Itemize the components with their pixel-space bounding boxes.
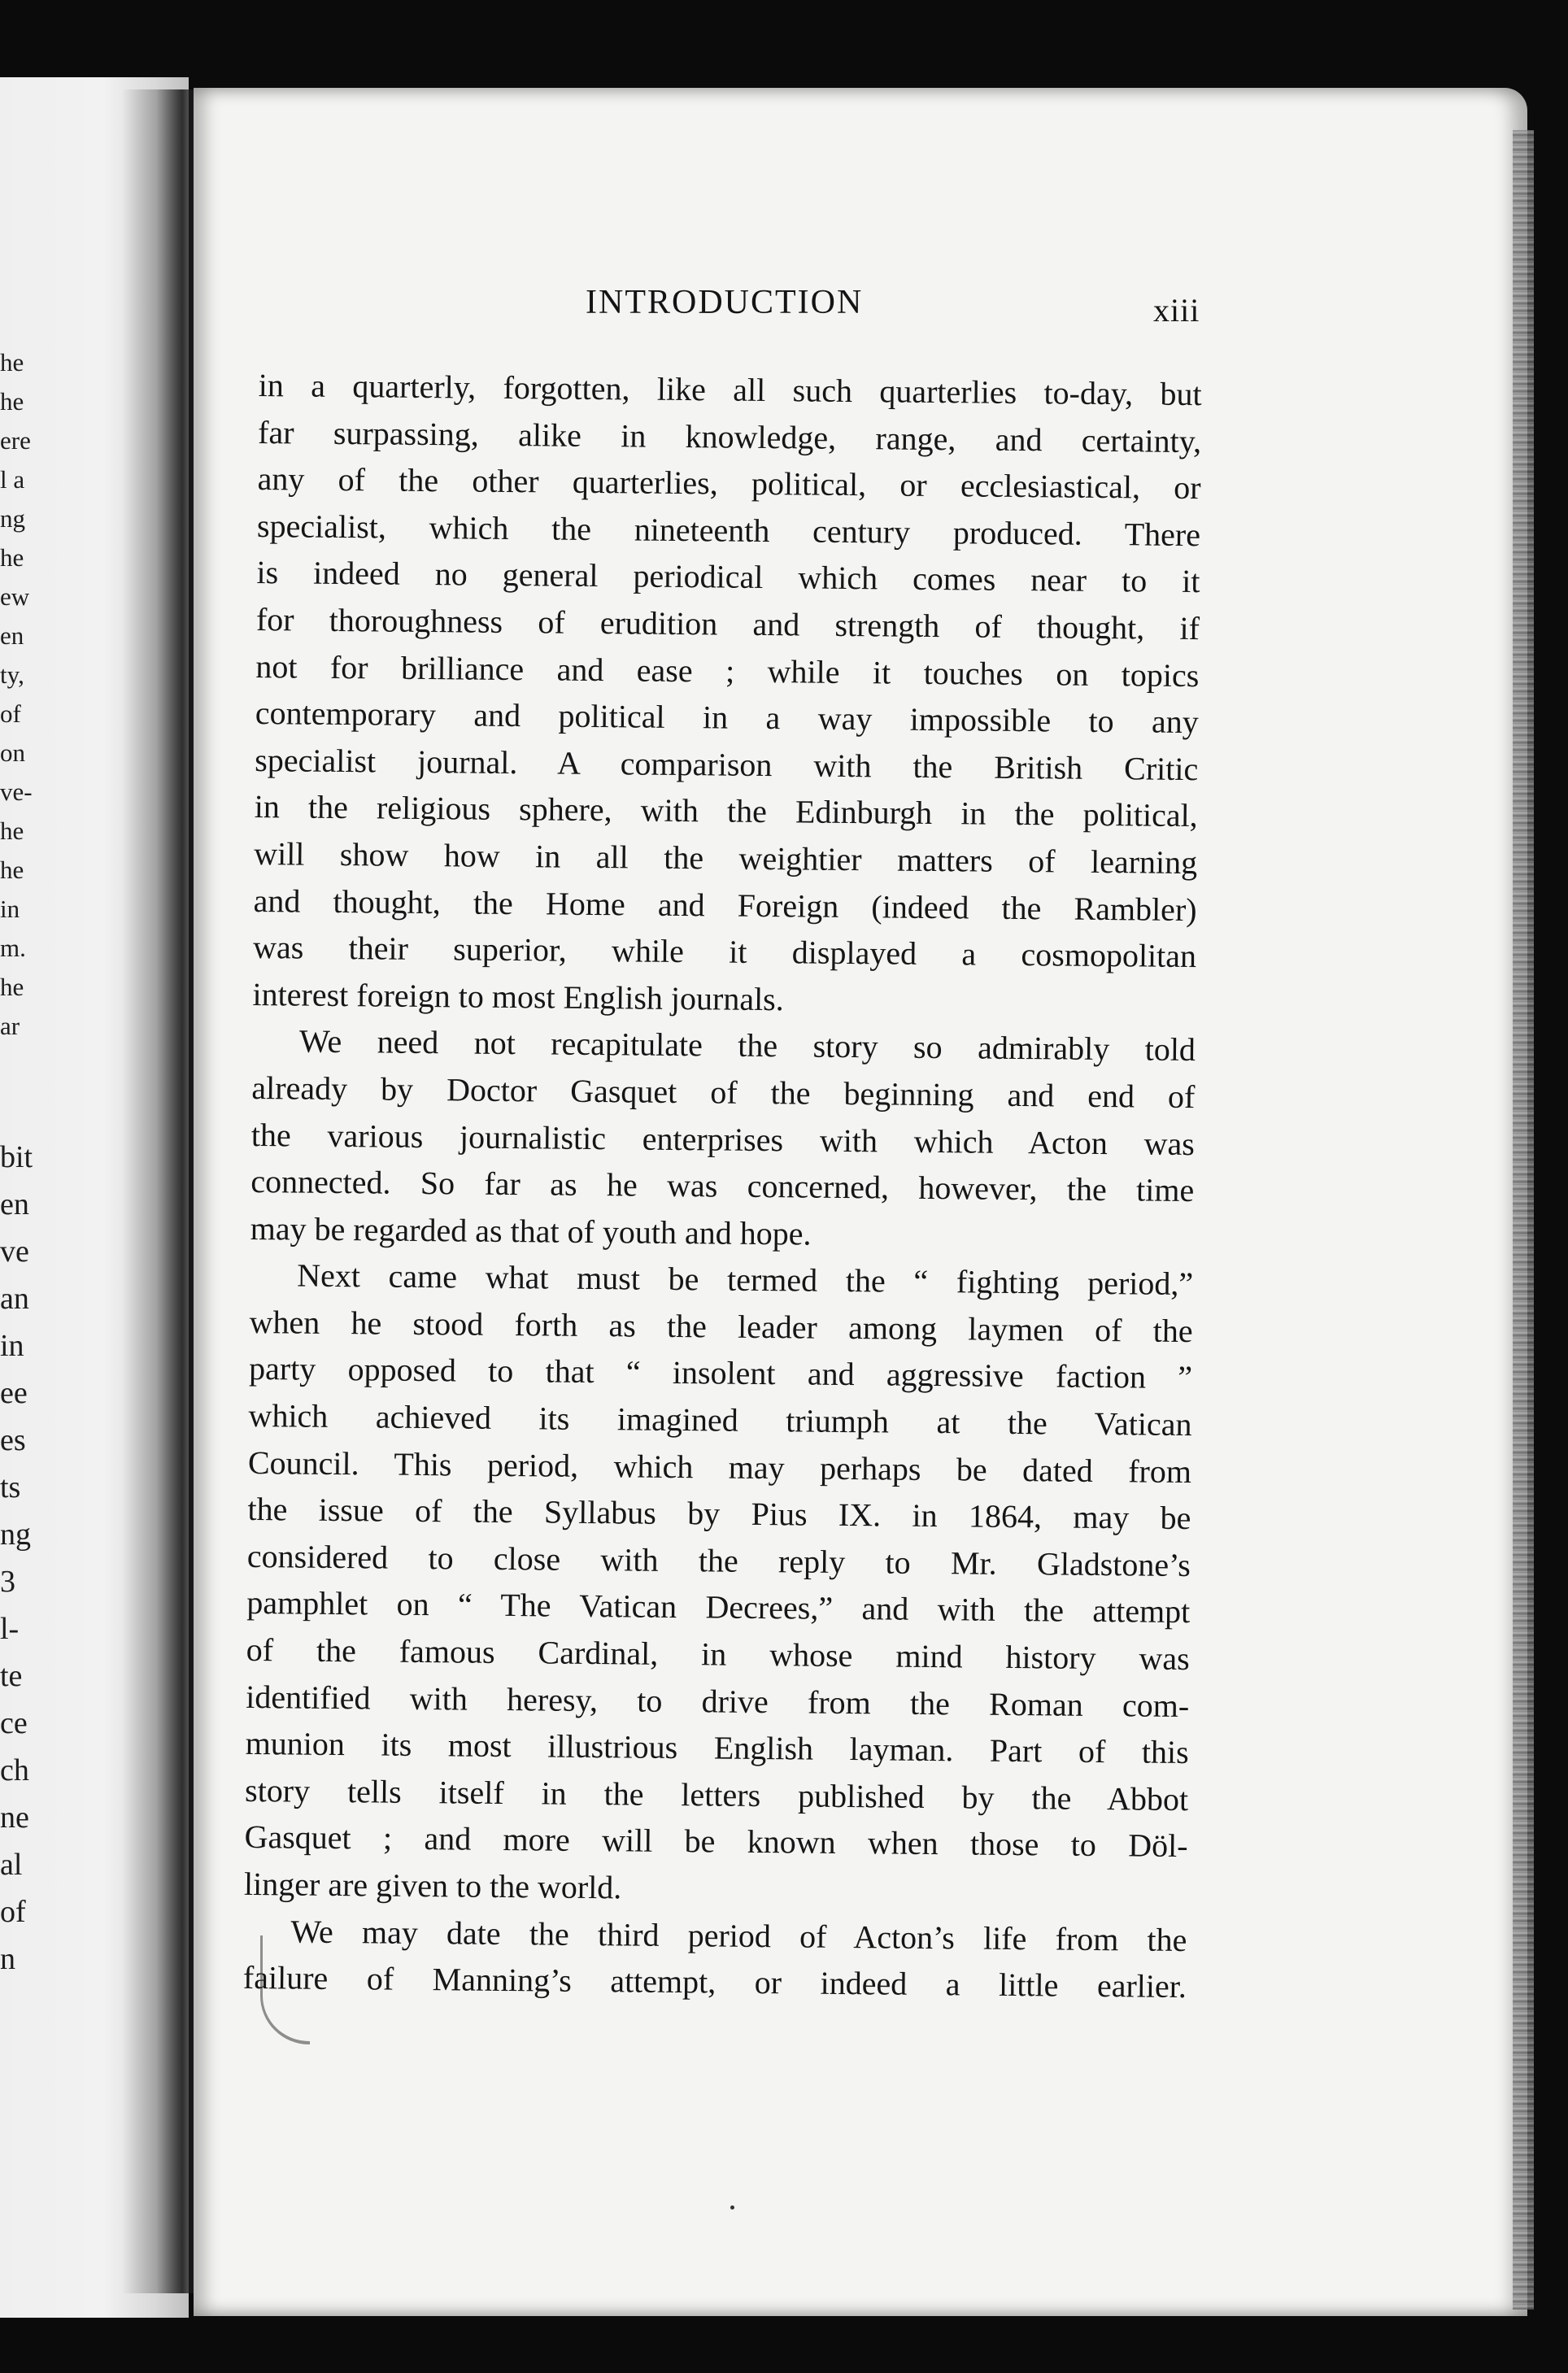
fragment: es: [0, 1423, 26, 1457]
fragment: al: [0, 1848, 23, 1882]
text-line: the issue of the Syllabus by Pius IX. in 1864, may be: [247, 1491, 1191, 1537]
text-line: connected. So far as he was concerned, however, the time: [250, 1163, 1195, 1209]
text-line: when he stood forth as the leader among laymen of the: [249, 1303, 1193, 1349]
fragment: ng: [0, 504, 25, 533]
text-line: which achieved its imagined triumph at the Vatican: [248, 1397, 1192, 1443]
text-line: specialist, which the nineteenth century produced. There: [256, 507, 1201, 553]
text-line: not for brilliance and ease ; while it touches on topics: [255, 647, 1200, 694]
fragment: 3: [0, 1565, 15, 1599]
text-line: Gasquet ; and more will be known when those to Döl-: [244, 1818, 1188, 1865]
fragment: he: [0, 816, 24, 845]
fragment: in: [0, 895, 20, 923]
text-line: linger are given to the world.: [243, 1865, 622, 1906]
fragment: an: [0, 1282, 29, 1316]
fragment: he: [0, 387, 24, 416]
book-gutter: [122, 89, 199, 2293]
fragment: he: [0, 856, 24, 884]
fragment: ty,: [0, 660, 24, 689]
text-line: in the religious sphere, with the Edinburgh in the political,: [254, 788, 1198, 834]
body-text: [243, 362, 1202, 2010]
fragment: ng: [0, 1517, 31, 1552]
text-line: Next came what must be termed the “ fighting period,”: [297, 1256, 1194, 1303]
fragment: ch: [0, 1753, 29, 1787]
fragment: on: [0, 738, 25, 767]
text-line: the various journalistic enterprises with which Acton was: [250, 1116, 1196, 1162]
fragment: ee: [0, 1376, 28, 1410]
text-line: munion its most illustrious English layman. Part of this: [245, 1725, 1189, 1771]
text-line: may be regarded as that of youth and hope.: [250, 1209, 812, 1252]
fragment: of: [0, 1895, 26, 1929]
fragment: ar: [0, 1012, 20, 1040]
fragment: n: [0, 1942, 15, 1976]
page-number: xiii: [1153, 292, 1200, 329]
fragment: ere: [0, 426, 31, 455]
fragment: en: [0, 621, 24, 650]
fragment: ew: [0, 582, 30, 611]
text-line: considered to close with the reply to Mr. Gladstone’s: [246, 1537, 1191, 1583]
running-head: INTRODUCTION: [586, 284, 864, 321]
fragment: l a: [0, 465, 25, 494]
fragment: in: [0, 1329, 24, 1363]
paragraph: [243, 1908, 1187, 2010]
fragment: ne: [0, 1800, 29, 1835]
text-line: in a quarterly, forgotten, like all such quarterlies to-day, but: [258, 366, 1202, 413]
text-line: far surpassing, alike in knowledge, range, and certainty,: [257, 413, 1202, 459]
text-line: will show how in all the weightier matters of learning: [253, 834, 1198, 882]
fragment: bit: [0, 1140, 33, 1174]
paragraph: [252, 362, 1202, 1026]
page-edges: [1513, 130, 1534, 2310]
paragraph: [250, 1017, 1196, 1261]
fragment: ts: [0, 1470, 21, 1504]
fragment: ce: [0, 1706, 28, 1740]
fragment: te: [0, 1659, 23, 1693]
text-line: party opposed to that “ insolent and aggressive faction ”: [248, 1350, 1193, 1396]
text-line: and thought, the Home and Foreign (indeed the Rambler): [253, 882, 1197, 928]
text-line: story tells itself in the letters published by the Abbot: [244, 1771, 1189, 1818]
fragment: l-: [0, 1612, 20, 1646]
fragment: ve-: [0, 777, 33, 806]
text-line: We need not recapitulate the story so admirably told: [298, 1022, 1196, 1069]
text-line: contemporary and political in a way impossible to any: [255, 694, 1200, 741]
text-line: already by Doctor Gasquet of the beginning and end of: [251, 1069, 1196, 1115]
text-line: any of the other quarterlies, political, or ecclesiastical, or: [257, 460, 1201, 507]
text-line: identified with heresy, to drive from the Roman com-: [246, 1678, 1190, 1724]
fragment: he: [0, 348, 24, 377]
fragment: en: [0, 1187, 29, 1221]
text-line: failure of Manning’s attempt, or indeed a little earlier.: [242, 1959, 1187, 2005]
fragment: he: [0, 973, 24, 1001]
text-line: pamphlet on “ The Vatican Decrees,” and with the attempt: [246, 1584, 1191, 1631]
paragraph: [244, 1252, 1194, 1916]
fragment: he: [0, 543, 24, 572]
text-line: of the famous Cardinal, in whose mind history was: [246, 1631, 1190, 1678]
text-line: was their superior, while it displayed a cosmopolitan: [252, 929, 1197, 975]
text-line: is indeed no general periodical which comes near to it: [256, 554, 1200, 600]
text-line: Council. This period, which may perhaps be dated from: [247, 1443, 1192, 1490]
text-line: for thoroughness of erudition and strength of thought, if: [255, 600, 1200, 647]
fragment: of: [0, 699, 21, 728]
fragment: m.: [0, 934, 26, 962]
text-line: We may date the third period of Acton’s life from the: [290, 1913, 1187, 1958]
previous-page-text-fragments: [0, 0, 49, 2373]
text-line: interest foreign to most English journals.: [252, 975, 784, 1017]
paper-speck: [730, 2205, 734, 2210]
fragment: ve: [0, 1234, 29, 1269]
text-line: specialist journal. A comparison with the British Critic: [255, 741, 1199, 787]
